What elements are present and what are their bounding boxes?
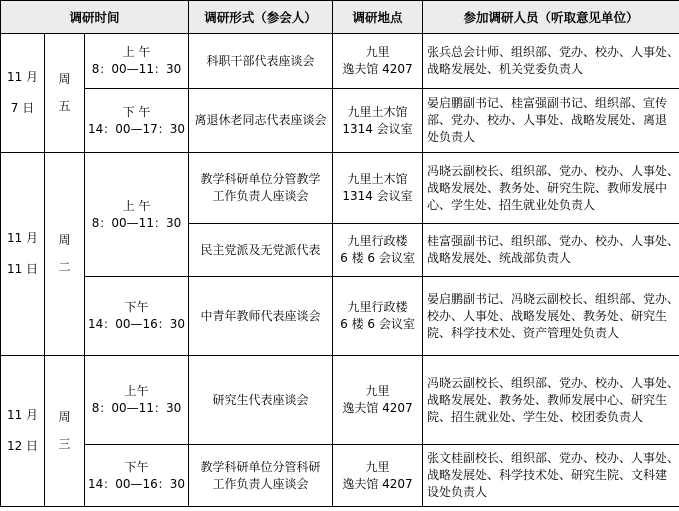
place-cell: 九里 逸夫馆 4207	[333, 445, 423, 507]
time-cell: 上午 8：00—11：30	[85, 356, 189, 445]
header-time: 调研时间	[1, 1, 189, 34]
table-row	[1, 445, 679, 507]
place-cell: 九里土木馆 1314 会议室	[333, 89, 423, 153]
attendees-cell: 冯晓云副校长、组织部、党办、校办、人事处、 战略发展处、教务处、教师发展中心、研究生 院、招生就业处、学生处、校团委负责人	[423, 356, 679, 445]
table-row	[1, 89, 679, 153]
attendees-cell: 桂富强副书记、组织部、党办、校办、人事处、 战略发展处、统战部负责人	[423, 224, 679, 277]
header-form: 调研形式（参会人）	[189, 1, 333, 34]
attendees-cell: 张文桂副校长、组织部、党办、校办、人事处、 战略发展处、科学技术处、研究生院、文科建 设处负责人	[423, 445, 679, 507]
weekday-cell: 周 五	[45, 34, 85, 153]
form-cell: 科职干部代表座谈会	[189, 34, 333, 89]
attendees-cell: 张兵总会计师、组织部、党办、校办、人事处、 战略发展处、机关党委负责人	[423, 34, 679, 89]
table-row	[1, 277, 679, 356]
time-cell: 下午 14：00—16：30	[85, 445, 189, 507]
place-cell: 九里行政楼 6 楼 6 会议室	[333, 224, 423, 277]
attendees-cell: 晏启鹏副书记、冯晓云副校长、组织部、党办、 校办、人事处、战略发展处、教务处、研究生 院、科学技术处、资产管理处负责人	[423, 277, 679, 356]
form-cell: 教学科研单位分管科研 工作负责人座谈会	[189, 445, 333, 507]
header-row	[1, 1, 679, 34]
form-cell: 研究生代表座谈会	[189, 356, 333, 445]
weekday-cell: 周 三	[45, 356, 85, 507]
form-cell: 教学科研单位分管教学 工作负责人座谈会	[189, 153, 333, 224]
table-row	[1, 356, 679, 445]
weekday-cell: 周 二	[45, 153, 85, 356]
form-cell: 民主党派及无党派代表	[189, 224, 333, 277]
time-cell: 上 午 8：00—11：30	[85, 34, 189, 89]
table-row	[1, 34, 679, 89]
date-cell: 11 月 11 日	[1, 153, 45, 356]
attendees-cell: 晏启鹏副书记、桂富强副书记、组织部、宣传 部、党办、校办、人事处、战略发展处、离退 处负责人	[423, 89, 679, 153]
header-place: 调研地点	[333, 1, 423, 34]
attendees-cell: 冯晓云副校长、组织部、党办、校办、人事处、 战略发展处、教务处、研究生院、教师发展中 心、学生处、招生就业处负责人	[423, 153, 679, 224]
place-cell: 九里行政楼 6 楼 6 会议室	[333, 277, 423, 356]
place-cell: 九里 逸夫馆 4207	[333, 34, 423, 89]
place-cell: 九里 逸夫馆 4207	[333, 356, 423, 445]
date-cell: 11 月 7 日	[1, 34, 45, 153]
place-cell: 九里土木馆 1314 会议室	[333, 153, 423, 224]
time-cell: 下 午 14：00—17：30	[85, 89, 189, 153]
form-cell: 中青年教师代表座谈会	[189, 277, 333, 356]
table-row	[1, 153, 679, 224]
time-cell: 上 午 8：00—11：30	[85, 153, 189, 277]
date-cell: 11 月 12 日	[1, 356, 45, 507]
time-cell: 下午 14：00—16：30	[85, 277, 189, 356]
form-cell: 离退休老同志代表座谈会	[189, 89, 333, 153]
header-attendees: 参加调研人员（听取意见单位）	[423, 1, 679, 34]
